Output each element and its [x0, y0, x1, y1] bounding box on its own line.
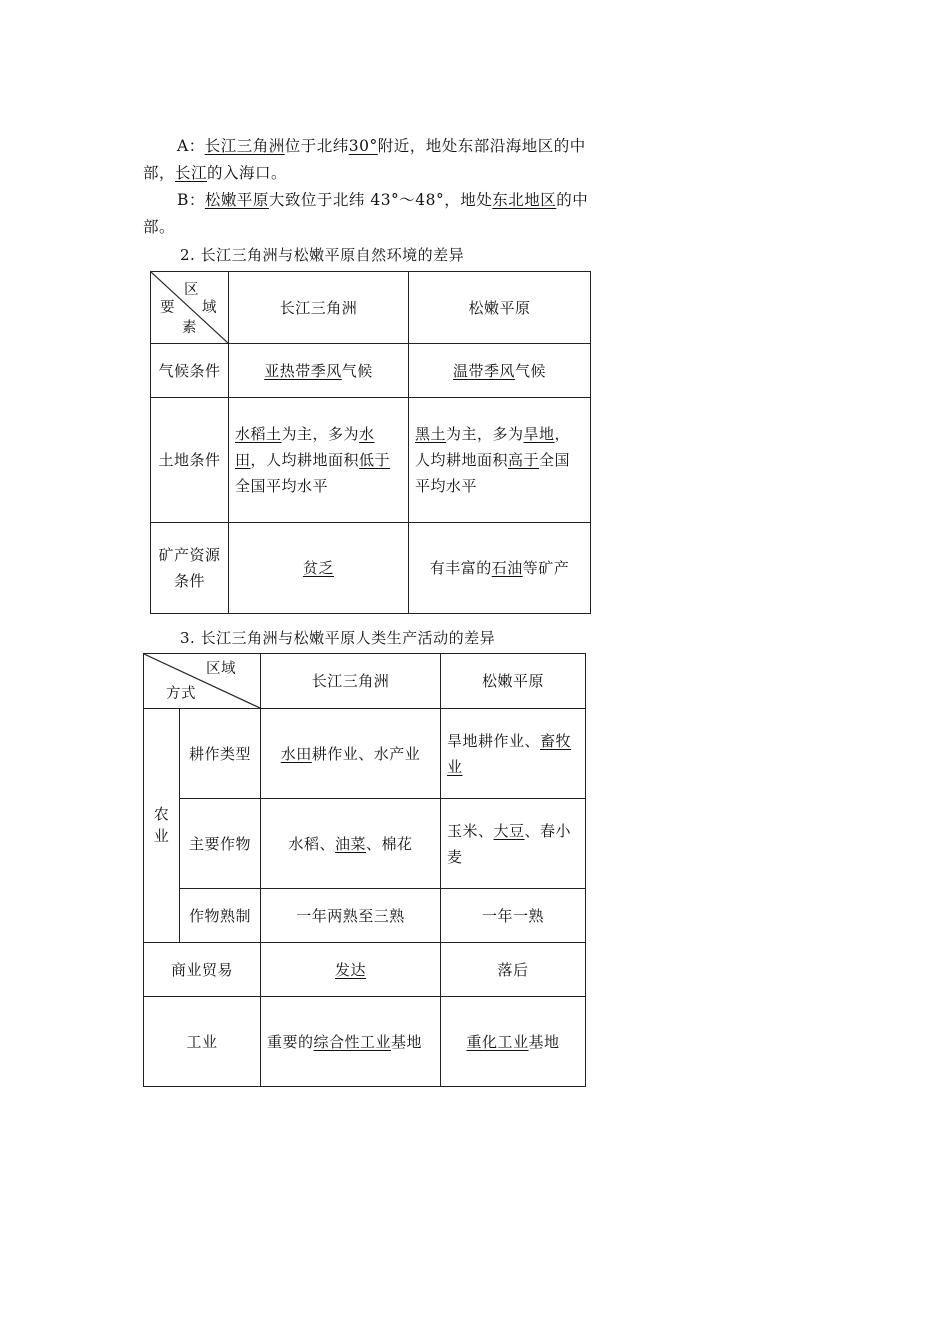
blank: 油菜 — [334, 834, 366, 853]
label-a: A： — [177, 137, 205, 155]
text: 条件 — [173, 572, 205, 590]
text: 气候 — [515, 361, 547, 380]
blank: 大豆 — [493, 821, 525, 840]
text: 耕作业、水产业 — [311, 744, 421, 763]
blank: 畜牧业 — [447, 731, 572, 776]
table-row — [151, 523, 591, 614]
blank: 水稻土 — [235, 425, 282, 443]
cell-industry-songnen — [441, 997, 586, 1087]
text: 基地 — [528, 1032, 560, 1051]
blank: 黑土 — [415, 425, 447, 443]
corner-label: 区 — [184, 282, 199, 298]
diagonal-line — [144, 654, 260, 708]
corner-label: 域 — [202, 300, 217, 316]
text: 矿产资源 — [158, 546, 221, 564]
cell-climate-songnen — [409, 344, 591, 398]
blank: 发达 — [334, 960, 366, 979]
text: ，人均耕地面积 — [250, 451, 360, 469]
table-row — [144, 654, 586, 709]
row-label-land: 土地条件 — [151, 398, 229, 523]
text: 基地 — [391, 1032, 423, 1051]
blank-latitude: 30° — [348, 137, 378, 155]
table-row — [151, 398, 591, 523]
cell-mineral-songnen — [409, 523, 591, 614]
text: 全国平均水平 — [235, 477, 329, 495]
text: 重要的 — [267, 1032, 314, 1051]
text: 为主，多为 — [281, 425, 360, 443]
table-row — [144, 799, 586, 889]
blank: 综合性工业 — [313, 1032, 392, 1051]
cell-trade-songnen: 落后 — [441, 943, 586, 997]
corner-label: 方式 — [166, 686, 196, 702]
cell-industry-yangtze — [261, 997, 441, 1087]
text: 的中部。 — [143, 191, 589, 236]
cell-trade-yangtze — [261, 943, 441, 997]
corner-label: 区域 — [206, 661, 236, 677]
section2-heading: 2. 长江三角洲与松嫩平原自然环境的差异 — [180, 246, 465, 264]
cell-climate-yangtze — [229, 344, 409, 398]
cell-crops-yangtze — [261, 799, 441, 889]
text: 气候 — [341, 361, 373, 380]
col-header-songnen: 松嫩平原 — [441, 654, 586, 709]
blank: 低于 — [359, 451, 391, 469]
text: 有丰富的 — [429, 559, 492, 577]
row-label-cropping: 作物熟制 — [180, 889, 261, 943]
cell-crops-songnen — [441, 799, 586, 889]
blank: 水田 — [280, 744, 312, 763]
text: 位于北纬 — [284, 137, 349, 155]
corner-header-cell — [151, 272, 229, 344]
corner-label: 素 — [182, 320, 197, 336]
text: 大致位于北纬 43°～48°，地处 — [268, 191, 493, 209]
label-b: B： — [177, 191, 205, 209]
blank-region-b: 松嫩平原 — [204, 191, 269, 209]
text: 附近，地处东部沿海地区的中部， — [143, 137, 586, 182]
blank-region-a: 长江三角洲 — [204, 137, 285, 155]
cell-land-songnen — [409, 398, 591, 523]
row-label-crops: 主要作物 — [180, 799, 261, 889]
blank: 高于 — [508, 451, 540, 469]
row-label-climate: 气候条件 — [151, 344, 229, 398]
blank: 水田 — [235, 425, 375, 469]
table-row — [144, 997, 586, 1087]
blank: 贫乏 — [302, 559, 334, 577]
blank: 旱地 — [523, 425, 555, 443]
corner-header-cell — [144, 654, 261, 709]
text: 旱地耕作业、 — [447, 731, 541, 750]
row-label-mineral — [151, 523, 229, 614]
intro-paragraph-b — [143, 187, 595, 241]
table-row — [144, 943, 586, 997]
text: 为主，多为 — [446, 425, 524, 443]
row-label-farming: 耕作类型 — [180, 709, 261, 799]
cell-cropping-yangtze: 一年两熟至三熟 — [261, 889, 441, 943]
table-row — [144, 709, 586, 799]
text: 水稻、 — [288, 834, 335, 853]
text: 等矿产 — [522, 559, 570, 577]
human-activity-table — [143, 653, 586, 1087]
table-row — [151, 344, 591, 398]
blank-area: 东北地区 — [492, 191, 557, 209]
text: 玉米、 — [447, 821, 494, 840]
blank: 温带季风 — [452, 361, 515, 380]
cell-mineral-yangtze — [229, 523, 409, 614]
col-header-yangtze: 长江三角洲 — [261, 654, 441, 709]
table-row — [144, 889, 586, 943]
blank-river: 长江 — [175, 164, 208, 182]
blank: 重化工业 — [466, 1032, 529, 1051]
blank: 亚热带季风 — [264, 361, 342, 380]
text: 全国平均水平 — [415, 451, 571, 495]
text: 、棉花 — [366, 834, 413, 853]
agriculture-label: 农业 — [153, 804, 170, 845]
text: 、春小麦 — [447, 821, 572, 866]
text: ，人均耕地面积 — [415, 425, 571, 469]
row-label-industry: 工业 — [144, 997, 261, 1087]
blank: 石油 — [491, 559, 523, 577]
cell-cropping-songnen: 一年一熟 — [441, 889, 586, 943]
cell-farming-songnen — [441, 709, 586, 799]
row-group-agriculture — [144, 709, 180, 943]
intro-paragraph-a — [143, 133, 595, 187]
natural-environment-table — [150, 271, 591, 614]
col-header-yangtze: 长江三角洲 — [229, 272, 409, 344]
cell-farming-yangtze — [261, 709, 441, 799]
row-label-trade: 商业贸易 — [144, 943, 261, 997]
text: 的入海口。 — [207, 164, 288, 182]
cell-land-yangtze — [229, 398, 409, 523]
table-row — [151, 272, 591, 344]
col-header-songnen: 松嫩平原 — [409, 272, 591, 344]
corner-label: 要 — [160, 300, 175, 316]
section3-heading: 3. 长江三角洲与松嫩平原人类生产活动的差异 — [180, 629, 496, 647]
